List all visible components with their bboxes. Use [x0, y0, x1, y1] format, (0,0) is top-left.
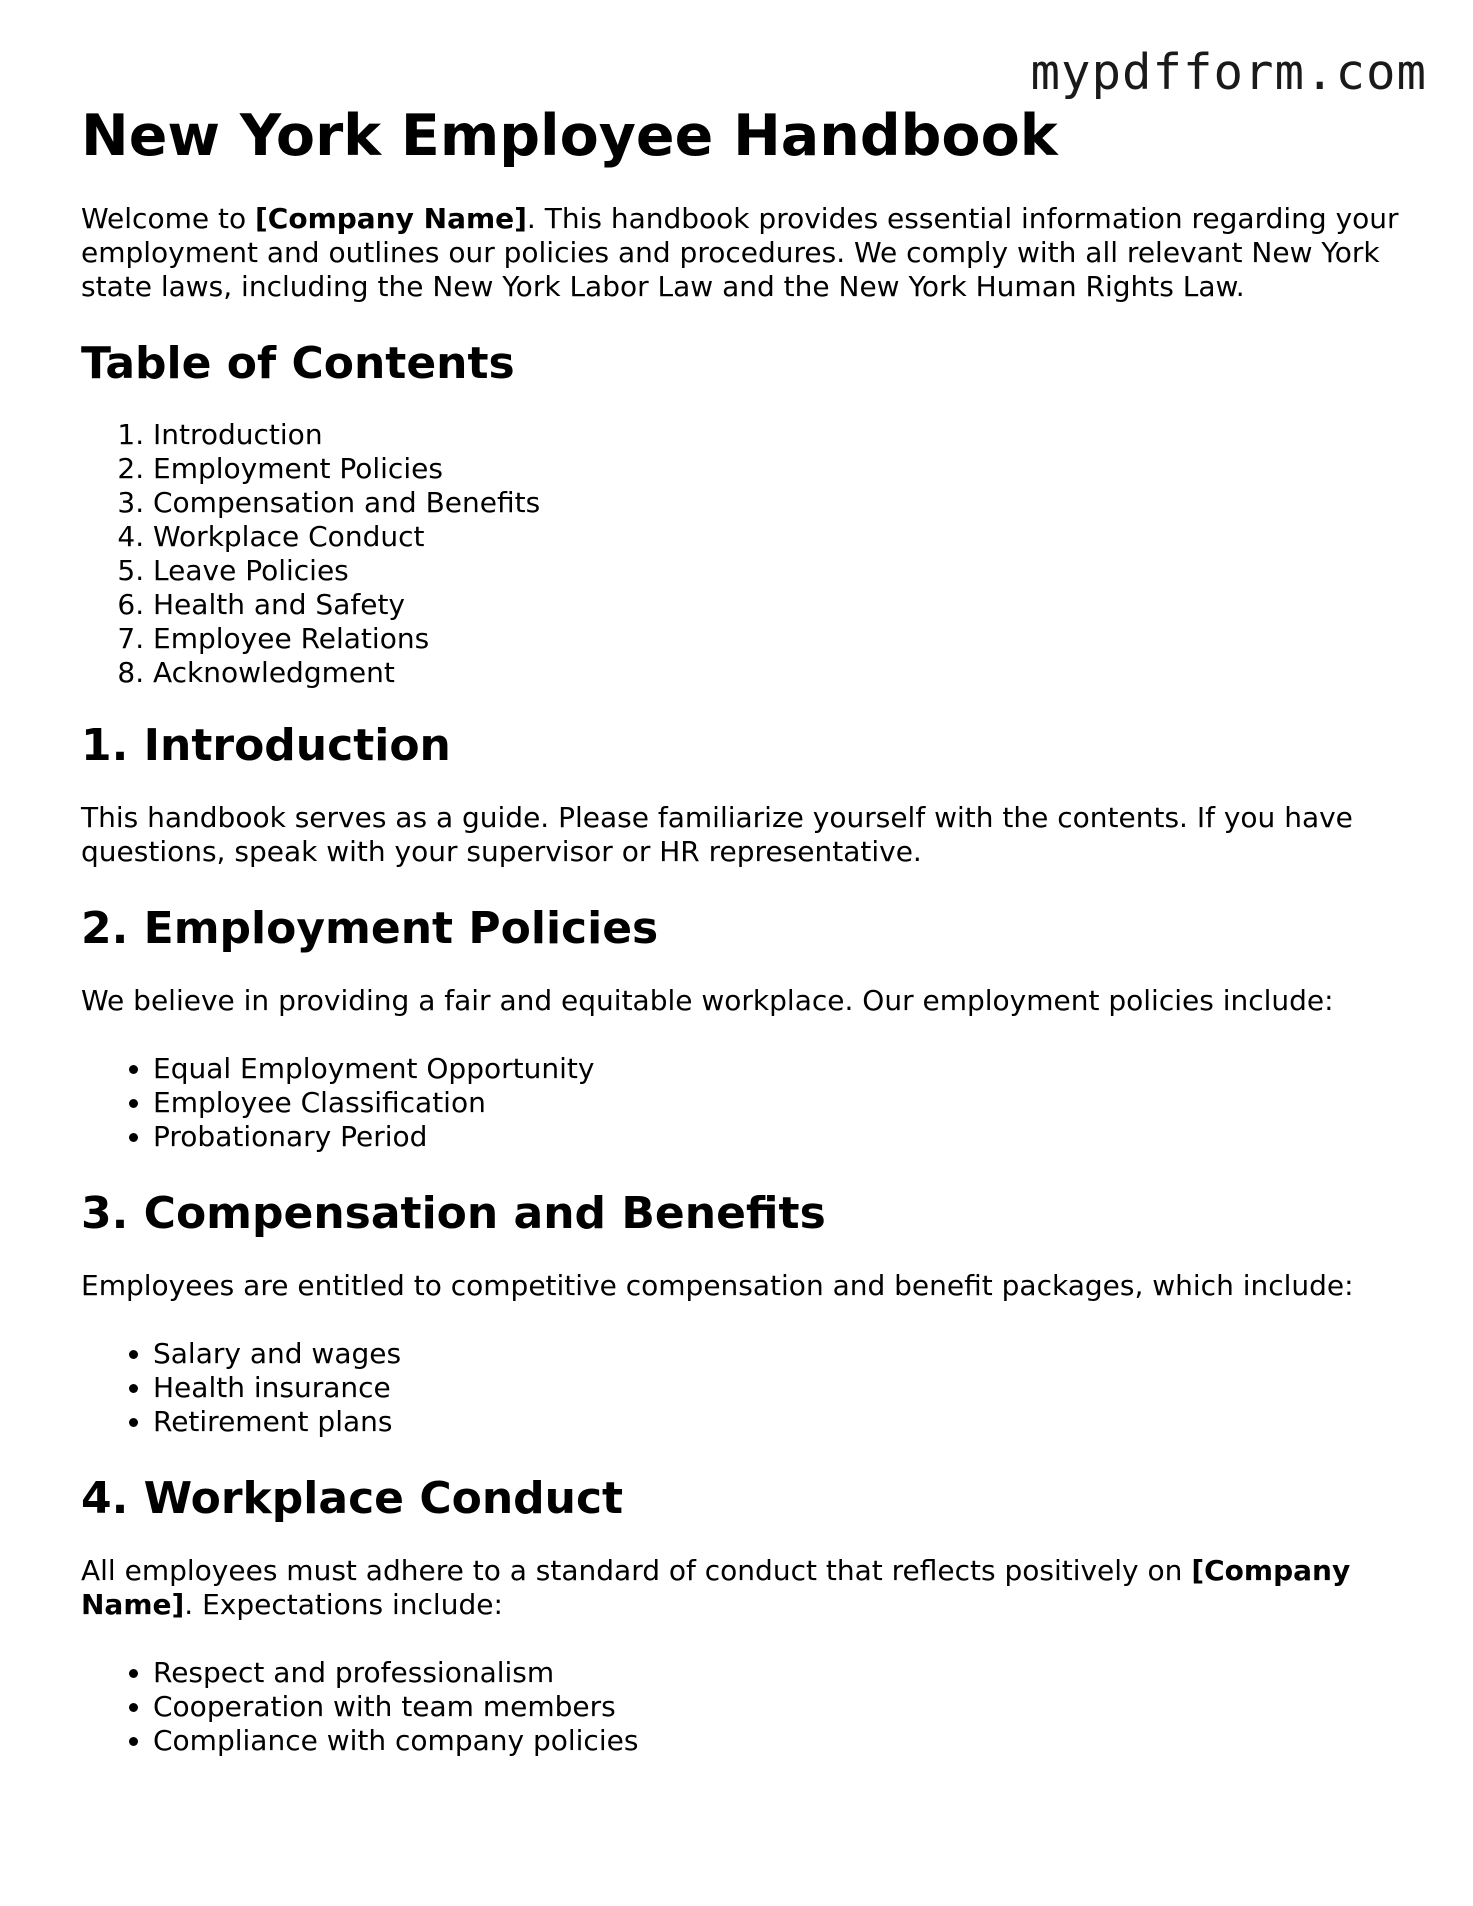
list-item: • Equal Employment Opportunity	[153, 1052, 1401, 1086]
list-item: • Cooperation with team members	[153, 1690, 1401, 1724]
page-title: New York Employee Handbook	[81, 103, 1058, 169]
section-heading-compensation: 3. Compensation and Benefits	[81, 1187, 826, 1239]
list-item: • Probationary Period	[153, 1120, 1401, 1154]
workplace-conduct-text	[81, 1554, 1401, 1622]
toc-item: 8. Acknowledgment	[153, 656, 1401, 690]
toc-item: 4. Workplace Conduct	[153, 520, 1401, 554]
intro-prefix: Welcome to	[81, 201, 255, 235]
section-heading-introduction: 1. Introduction	[81, 720, 451, 772]
document-page	[81, 104, 1401, 1792]
list-item: • Salary and wages	[153, 1337, 1401, 1371]
toc-list	[81, 418, 1401, 690]
employment-policies-list	[81, 1052, 1401, 1154]
toc-item: 2. Employment Policies	[153, 452, 1401, 486]
compensation-text: Employees are entitled to competitive compensation and benefit packages, which include:	[81, 1268, 1354, 1302]
company-name-placeholder: [Company Name]	[81, 1553, 1351, 1621]
toc-item: 3. Compensation and Benefits	[153, 486, 1401, 520]
list-item: • Employee Classification	[153, 1086, 1401, 1120]
section-heading-employment-policies: 2. Employment Policies	[81, 903, 659, 955]
intro-suffix: . This handbook provides essential information regarding your employment and outlines our policies and procedures. We comply with all relevant New York state laws, including the New York Labor Law and the New York Human Rights Law.	[81, 201, 1399, 303]
list-item: • Respect and professionalism	[153, 1656, 1401, 1690]
list-item: • Health insurance	[153, 1371, 1401, 1405]
company-name-placeholder: [Company Name]	[255, 201, 527, 235]
workplace-conduct-list	[81, 1656, 1401, 1758]
conduct-text-prefix: All employees must adhere to a standard of conduct that reflects positively on	[81, 1553, 1192, 1587]
watermark: mypdfform.com	[1030, 44, 1427, 101]
conduct-text-suffix: . Expectations include:	[184, 1587, 503, 1621]
compensation-list	[81, 1337, 1401, 1439]
introduction-text: This handbook serves as a guide. Please familiarize yourself with the contents. If you have questions, speak with your supervisor or HR representative.	[81, 801, 1353, 869]
toc-item: 7. Employee Relations	[153, 622, 1401, 656]
toc-item: 5. Leave Policies	[153, 554, 1401, 588]
section-heading-workplace-conduct: 4. Workplace Conduct	[81, 1472, 624, 1524]
list-item: • Retirement plans	[153, 1405, 1401, 1439]
employment-policies-text: We believe in providing a fair and equitable workplace. Our employment policies include:	[81, 983, 1334, 1017]
toc-item: 1. Introduction	[153, 418, 1401, 452]
intro-paragraph	[81, 202, 1401, 304]
toc-item: 6. Health and Safety	[153, 588, 1401, 622]
toc-heading: Table of Contents	[81, 337, 515, 389]
list-item: • Compliance with company policies	[153, 1724, 1401, 1758]
